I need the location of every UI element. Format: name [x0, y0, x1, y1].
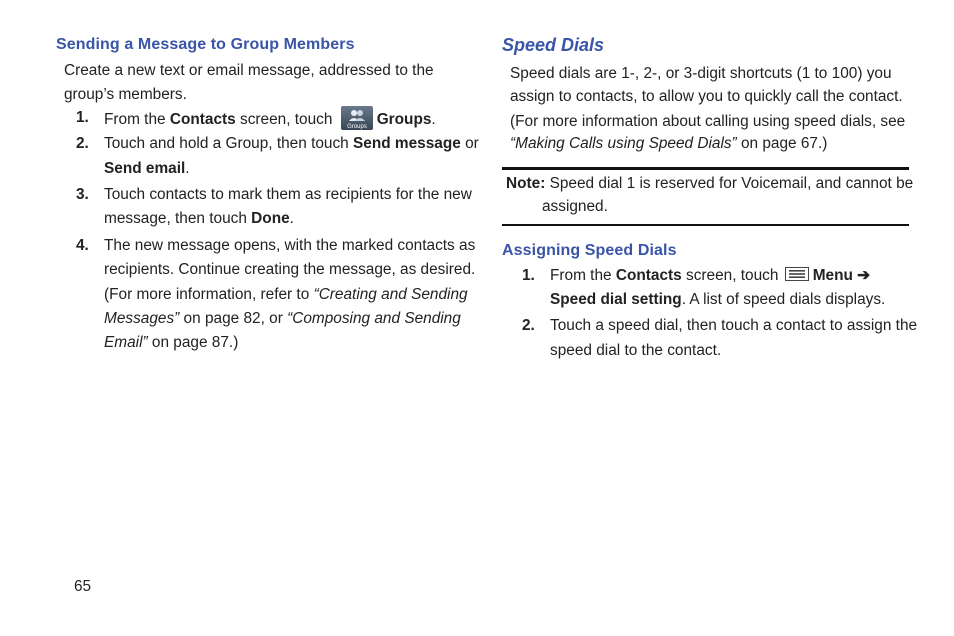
note-line: assigned. — [542, 198, 608, 215]
note-label: Note: — [506, 175, 546, 192]
cross-reference: Messages” — [104, 310, 180, 327]
send-message-label: Send message — [353, 135, 461, 152]
step-number: 4. — [76, 237, 89, 254]
step-text — [104, 307, 461, 331]
groups-label: Groups — [376, 111, 432, 128]
menu-label: Menu — [812, 267, 853, 284]
step-number: 2. — [522, 317, 535, 334]
groups-icon — [341, 106, 373, 130]
step-text: Touch a speed dial, then touch a contact to assign the — [550, 317, 918, 334]
step-text-part: on page 87.) — [147, 334, 239, 351]
contacts-label: Contacts — [169, 111, 236, 128]
step-text-part: . A list of speed dials displays. — [681, 291, 886, 308]
note-bottom-rule — [502, 224, 909, 226]
step-text — [104, 331, 238, 355]
step-text — [104, 207, 294, 231]
step-text-part: screen, touch — [681, 267, 779, 284]
paragraph-line — [510, 132, 827, 156]
step-text-part: screen, touch — [235, 111, 333, 128]
note-text: Speed dial 1 is reserved for Voicemail, and cannot be — [545, 175, 914, 192]
paragraph-line: (For more information about calling using speed dials, see — [510, 113, 906, 130]
step-text-part: (For more information, refer to — [104, 286, 314, 303]
cross-reference: Email” — [104, 334, 148, 351]
step-text-part: From the — [550, 267, 616, 284]
step-text-part: . — [289, 210, 294, 227]
step-text-part: . — [431, 111, 436, 128]
step-number: 1. — [522, 267, 535, 284]
step-number: 1. — [76, 109, 89, 126]
step-text: The new message opens, with the marked contacts as — [104, 237, 476, 254]
intro-line-1: Create a new text or email message, addressed to the — [64, 62, 434, 79]
groups-icon-label: Groups — [346, 124, 367, 130]
paragraph-line: assign to contacts, to allow you to quickly call the contact. — [510, 88, 903, 105]
step-number: 2. — [76, 135, 89, 152]
step-text-part: or — [460, 135, 479, 152]
note-top-rule — [502, 167, 909, 170]
step-text-part: . — [185, 160, 190, 177]
section-title-speed-dials: Speed Dials — [502, 35, 605, 55]
arrow-glyph: ➔ — [852, 267, 871, 284]
cross-reference: “Creating and Sending — [313, 286, 468, 303]
step-text-part: Touch and hold a Group, then touch — [104, 135, 353, 152]
step-text: speed dial to the contact. — [550, 342, 722, 359]
step-text: Touch contacts to mark them as recipients for the new — [104, 186, 472, 203]
paragraph-line: Speed dials are 1-, 2-, or 3-digit shortcuts (1 to 100) you — [510, 65, 892, 82]
step-text: recipients. Continue creating the message, as desired. — [104, 261, 476, 278]
cross-reference: “Making Calls using Speed Dials” — [510, 135, 737, 152]
step-text — [104, 106, 436, 132]
step-text — [550, 288, 885, 312]
speed-dial-setting-label: Speed dial setting — [550, 291, 682, 308]
done-label: Done — [251, 210, 290, 227]
cross-reference: “Composing and Sending — [287, 310, 461, 327]
step-text-part: From the — [104, 111, 170, 128]
contacts-label: Contacts — [615, 267, 682, 284]
note-line — [506, 172, 913, 196]
section-heading-group-message: Sending a Message to Group Members — [56, 36, 355, 53]
section-heading-assigning: Assigning Speed Dials — [502, 242, 677, 259]
menu-icon — [785, 265, 809, 279]
step-number: 3. — [76, 186, 89, 203]
step-text — [104, 132, 479, 156]
step-text — [550, 264, 870, 288]
step-text — [104, 283, 468, 307]
send-email-label: Send email — [104, 160, 186, 177]
page-number: 65 — [74, 578, 92, 595]
step-text — [104, 157, 190, 181]
intro-line-2: group’s members. — [64, 86, 187, 103]
step-text-part: on page 82, or — [179, 310, 288, 327]
paragraph-part: on page 67.) — [736, 135, 828, 152]
step-text-part: message, then touch — [104, 210, 252, 227]
